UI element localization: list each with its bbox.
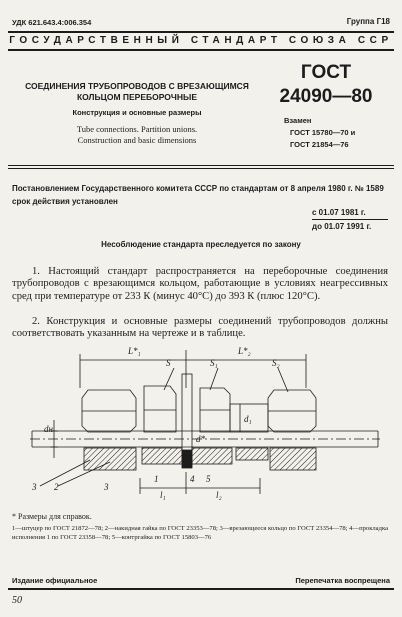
paragraph-2: 2. Конструкция и основные размеры соединений трубопроводов должны соответствовать указанным на чертеже и в таблице. [12,316,388,340]
header-top-rule [8,31,394,33]
valid-to: до 01.07 1991 г. [312,222,372,231]
label-d1: d₁ [244,414,252,424]
replaced-standard-2: ГОСТ 21854—76 [290,140,349,149]
reprint-notice: Перепечатка воспрещена [295,576,390,585]
document-title-en [14,124,260,145]
penalty-notice: Несоблюдение стандарта преследуется по закону [101,240,301,249]
label-l2-star: L*₂ [238,346,251,356]
decree-text: Постановлением Государственного комитета СССР по стандартам от 8 апреля 1980 г. № 1589 срок действия установлен [12,184,384,206]
replaced-standard-1: ГОСТ 15780—70 и [290,128,356,137]
footer-rule [8,588,394,590]
standard-title: ГОСУДАРСТВЕННЫЙ СТАНДАРТ СОЮЗА ССР [9,35,393,46]
label-part-3: 3 [32,482,37,492]
valid-from-rule [312,219,388,220]
title-ru-line-1: СОЕДИНЕНИЯ ТРУБОПРОВОДОВ С ВРЕЗАЮЩИМСЯ [25,81,249,91]
label-l2: l₂ [216,490,222,500]
title-ru-line-2: КОЛЬЦОМ ПЕРЕБОРОЧНЫЕ [76,92,198,102]
document-subtitle-ru: Конструкция и основные размеры [72,108,202,117]
label-dn: dн [44,424,53,434]
valid-from: с 01.07 1981 г. [312,208,366,217]
gost-label: ГОСТ [300,62,352,83]
paragraph-1: 1. Настоящий стандарт распространяется на переборочные соединения трубопроводов с врезающимся кольцом, работающие в условиях неагрессивных сред при температуре от 233 К (минус 40°С) до 393 К (плюс 120°С). [12,266,388,302]
label-part-2: 2 [54,482,59,492]
group-code: Группа Г18 [346,17,390,26]
title-en-line-2: Construction and basic dimensions [77,134,197,145]
label-l1-star: L*₁ [128,346,141,356]
footnote-reference-dimensions: * Размеры для справок. [12,512,92,521]
page-number: 50 [12,595,22,606]
label-s1: S₁ [210,358,218,368]
parts-list: 1—штуцер по ГОСТ 21872—78; 2—накидная гайка по ГОСТ 23353—78; 3—врезающееся кольцо по ГОСТ 23354—78; 4—прокладка исполнения 1 по ГОСТ 23358—78; 5—контргайка по ГОСТ 15803—76 [12,525,388,541]
label-l1: l₁ [160,490,166,500]
label-part-5: 5 [206,474,211,484]
label-d-star: d* [196,434,205,444]
gost-number: 24090—80 [279,86,373,107]
header-bottom-rule [8,49,394,51]
label-s2: S₂ [272,358,280,368]
document-title-ru [14,81,260,103]
title-separator-rule [8,165,394,166]
label-part-1: 1 [154,474,159,484]
edition-label: Издание официальное [12,576,98,585]
udk-code: УДК 621.643.4:006.354 [12,18,92,27]
replaces-label: Взамен [284,116,312,125]
title-en-line-1: Tube connections. Partition unions. [76,124,198,134]
label-s: S [166,358,171,368]
union-drawing [10,338,392,510]
label-part-4: 4 [190,474,195,484]
label-part-ring: 3 [104,482,109,492]
title-separator-rule-2 [8,168,394,169]
